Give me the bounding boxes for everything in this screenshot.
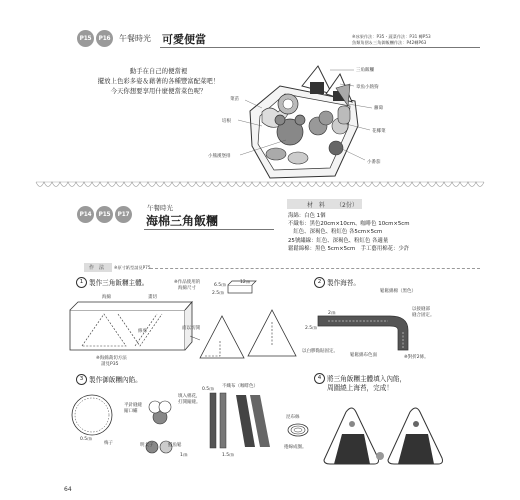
- section-label: 午餐時光: [147, 204, 173, 212]
- intro-line: 今天你想要享用什麼便當菜色呢？: [110, 87, 207, 95]
- page-ref-badge: P17: [115, 206, 132, 223]
- step-text: 周圍繞上海苔，完成！: [327, 384, 393, 392]
- page-ref-badge: P16: [96, 30, 113, 47]
- step-text: 製作海苔。: [327, 279, 360, 287]
- project-title: 海棉三角飯糰: [146, 214, 219, 228]
- intro-line: 擺放上色彩多姿＆藉著的各種豐富配菜吧！: [97, 77, 220, 85]
- finished-onigiri: [320, 398, 450, 468]
- step3-label: 縮口繡: [124, 409, 138, 414]
- materials-item: 不織布：黑色20cm×10cm、咖啡色 10cm×5cm: [288, 221, 410, 228]
- scalloped-divider: [36, 180, 484, 198]
- step2-label: 以接縫部: [412, 307, 430, 312]
- step-number: 1: [76, 277, 87, 288]
- method-heading: 作 法: [89, 265, 105, 271]
- materials-item: 紅色、深褐色、粉紅色 各5cm×5cm: [288, 229, 383, 236]
- step3-label: 昆布絲: [286, 415, 300, 420]
- step1-label: 6.5㎝: [214, 283, 226, 288]
- step3-label: 0.5㎝: [202, 387, 214, 392]
- step2-label: 鬆鬆綿布色面: [350, 353, 377, 358]
- step2-label: ※對折2條。: [404, 355, 429, 360]
- bento-label: 章魚小熱狗: [356, 85, 379, 90]
- bento-label: 花椰菜: [372, 129, 386, 134]
- step3-label: 鮭魚鬆: [168, 443, 182, 448]
- step-text: 將三角飯糰主體填入內餡，: [327, 375, 407, 383]
- section-label: 午餐時光: [119, 34, 151, 43]
- step3-label: 0.5㎝: [80, 437, 92, 442]
- bento-label: 菜苗: [230, 97, 239, 102]
- page-number: 64: [64, 486, 72, 493]
- step3-label: 捲線成圈。: [284, 445, 307, 450]
- step2-label: 縫合固定。: [412, 313, 435, 318]
- method-note: ※原寸紙型請見P75: [114, 265, 151, 270]
- materials-quantity: （2份）: [336, 202, 358, 209]
- step1-label: 海綿: [102, 295, 111, 300]
- step-number: 2: [314, 277, 325, 288]
- step2-label: 2㎝: [328, 311, 336, 316]
- step1-label: ※作品使用的: [174, 280, 201, 285]
- step3-label: 1.5㎝: [222, 453, 234, 458]
- step-text: 製作三角飯糰主體。: [89, 279, 149, 287]
- bento-label: 培根: [222, 119, 231, 124]
- materials-list: [288, 212, 410, 253]
- step2-label: 2.5㎝: [305, 326, 317, 331]
- step1-label: 2.5㎝: [212, 291, 224, 296]
- step3-label: 填入棉花，: [178, 394, 201, 399]
- step-text: 製作御飯糰內餡。: [89, 376, 142, 384]
- step3-label: 打開縮縫。: [178, 400, 201, 405]
- title-underline: [144, 229, 274, 230]
- pattern-reference: ※冰果作法：P35・蔬菜作法：P31 轉P53: [352, 34, 431, 39]
- method-rule: [150, 268, 480, 269]
- step1-label: 請見P35: [101, 362, 119, 367]
- step1-label: 12㎝: [240, 280, 251, 285]
- step2-label: 鬆鬆綿棉（黑色）: [380, 289, 416, 294]
- materials-item: 25號繡線：紅色、深褐色、粉紅色 各適量: [288, 237, 389, 244]
- materials-heading: 材 料: [307, 202, 326, 209]
- bento-label: 三角飯糰: [356, 68, 374, 73]
- bento-label: 蘿蔔: [374, 106, 383, 111]
- step3-label: 明太子: [140, 443, 154, 448]
- page-ref-badge: P15: [96, 206, 113, 223]
- step1-label: 修剪: [138, 329, 147, 334]
- step3-label: 1㎝: [180, 453, 188, 458]
- intro-line: 動手在自己的便當裡: [129, 67, 188, 75]
- page-title: 可愛便當: [162, 33, 206, 46]
- step3-label: 平針縫縫: [124, 403, 142, 408]
- bento-label: 小熊漢堡排: [208, 154, 231, 159]
- step2-label: 以白膠黏貼固定。: [302, 349, 338, 354]
- bento-label: 小番茄: [367, 160, 381, 165]
- step1-label: 畫切: [148, 295, 157, 300]
- step3-label: 不織布（咖啡色）: [222, 384, 258, 389]
- materials-item: 鬆鬆綿棉：黑色 5cm×5cm 手工藝用棉花：少許: [288, 245, 410, 252]
- pattern-reference: 魚類角摺＆三角御飯糰作法：P42轉P63: [352, 40, 427, 45]
- page-ref-badge: P14: [77, 206, 94, 223]
- materials-item: 海綿：白色 1個: [288, 213, 326, 219]
- step3-label: 梅子: [104, 441, 113, 446]
- step-number: 3: [76, 374, 87, 385]
- step-number: 4: [314, 373, 325, 384]
- step1-label: 海綿尺寸: [178, 286, 196, 291]
- step1-label: 面以切開: [182, 326, 200, 331]
- page-ref-badge: P15: [77, 30, 94, 47]
- step1-label: ※海綿裁切方法: [96, 356, 127, 361]
